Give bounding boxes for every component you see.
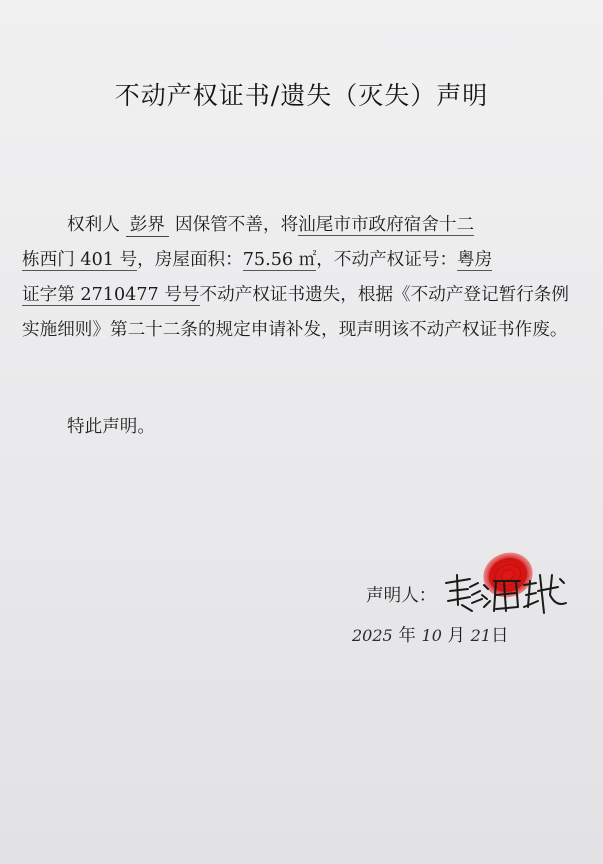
para-prefix: 权利人 bbox=[67, 215, 120, 235]
para-cert-label: ，不动产权证号： bbox=[316, 250, 458, 270]
address-line-1: 汕尾市市政府宿舍十二 bbox=[298, 215, 475, 235]
date-month-unit: 月 bbox=[447, 626, 466, 646]
para-area: ，房屋面积： bbox=[137, 250, 243, 270]
date-day-unit: 日 bbox=[491, 626, 509, 646]
cert-number-2: 证字第 2710477 号号 bbox=[22, 285, 200, 305]
closing-text: 特此声明。 bbox=[67, 417, 155, 437]
signature-strokes bbox=[446, 575, 566, 613]
date-year-unit: 年 bbox=[398, 626, 416, 646]
owner-name: 彭界 bbox=[126, 214, 169, 237]
signature-label: 声明人： bbox=[366, 586, 437, 606]
area-value: 75.56 ㎡ bbox=[242, 250, 317, 270]
document-title: 不动产权证书/遗失（灭失）声明 bbox=[114, 81, 489, 110]
date-day: 21 bbox=[470, 626, 492, 645]
cert-number-1: 粤房 bbox=[457, 250, 493, 270]
date-line bbox=[352, 622, 509, 647]
address-line-2: 栋西门 401 号 bbox=[22, 250, 138, 270]
para-reason: 因保管不善，将 bbox=[175, 215, 299, 235]
para-rest: 不动产权证书遗失，根据《不动产登记暂行条例实施细则》第二十二条的规定申请补发，现声明该不动产权证书作废。 bbox=[22, 285, 569, 340]
date-year: 2025 bbox=[352, 626, 393, 645]
statement-paragraph bbox=[22, 208, 582, 348]
date-month: 10 bbox=[421, 626, 442, 645]
